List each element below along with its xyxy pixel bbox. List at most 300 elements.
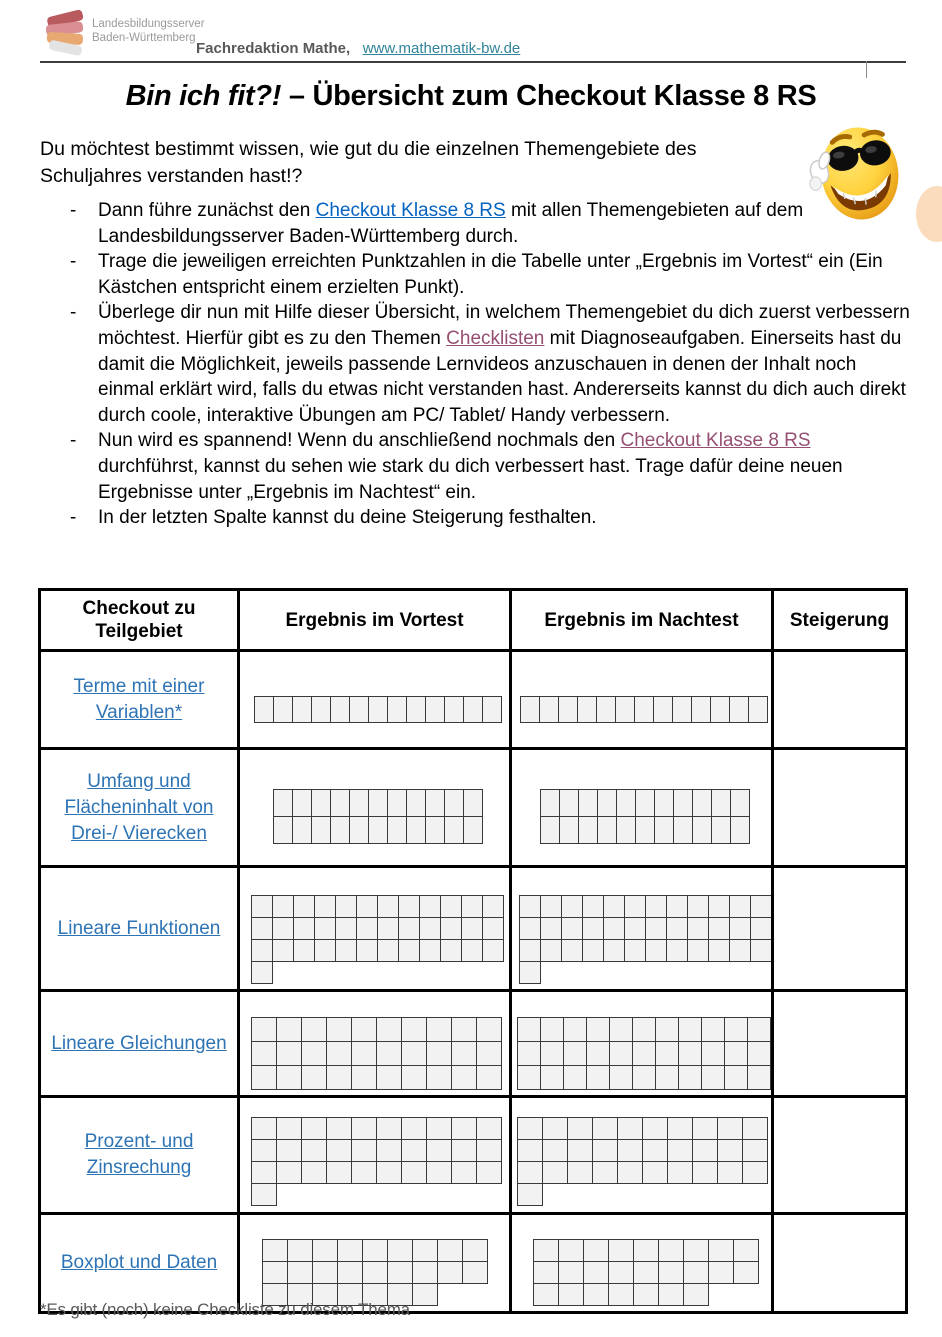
- point-box: [561, 917, 583, 940]
- point-box: [251, 1183, 277, 1206]
- point-box: [301, 1161, 327, 1184]
- header-divider-tick: [866, 61, 867, 78]
- topic-link-terme[interactable]: Terme mit einer Variablen*: [73, 675, 205, 723]
- point-box: [440, 939, 462, 962]
- point-box: [617, 1161, 643, 1184]
- point-box: [376, 1041, 402, 1066]
- department-label: Fachredaktion Mathe,: [196, 40, 351, 57]
- point-box: [406, 696, 426, 723]
- point-box: [692, 1161, 718, 1184]
- point-box: [251, 1117, 277, 1140]
- point-box: [262, 1261, 288, 1284]
- point-box: [312, 1239, 338, 1262]
- point-box: [482, 917, 504, 940]
- point-box: [673, 816, 693, 844]
- point-box: [314, 939, 336, 962]
- point-box: [293, 939, 315, 962]
- logo-text-line1: Landesbildungsserver: [92, 18, 205, 30]
- point-box: [609, 1041, 633, 1066]
- point-box: [717, 1161, 743, 1184]
- point-box: [603, 917, 625, 940]
- page-title-rest: – Übersicht zum Checkout Klasse 8 RS: [281, 80, 817, 112]
- point-box: [251, 1065, 277, 1090]
- point-box: [519, 961, 541, 984]
- point-box: [451, 1161, 477, 1184]
- footnote: *Es gibt (noch) keine Checkliste zu diesem Thema: [40, 1300, 410, 1319]
- point-box: [476, 1117, 502, 1140]
- point-box: [368, 816, 388, 844]
- point-box: [645, 895, 667, 918]
- point-box: [667, 1117, 693, 1140]
- point-box: [742, 1139, 768, 1162]
- points-grid-nachtest: [520, 696, 768, 723]
- point-box: [540, 917, 562, 940]
- point-box: [451, 1065, 477, 1090]
- point-box: [578, 816, 598, 844]
- point-box: [368, 789, 388, 817]
- point-box: [654, 816, 674, 844]
- point-box: [335, 917, 357, 940]
- table-header-row: [40, 590, 907, 651]
- point-box: [563, 1041, 587, 1066]
- steigerung-cell: [773, 1214, 907, 1313]
- point-box: [603, 939, 625, 962]
- point-box: [351, 1161, 377, 1184]
- topic-link-lineare-gleichungen[interactable]: Lineare Gleichungen: [51, 1032, 227, 1054]
- point-box: [437, 1261, 463, 1284]
- point-box: [561, 895, 583, 918]
- point-box: [729, 696, 749, 723]
- point-box: [401, 1139, 427, 1162]
- topic-link-prozent-zins[interactable]: Prozent- und Zinsrechung: [84, 1131, 194, 1178]
- logo-text: [92, 17, 205, 45]
- point-box: [311, 789, 331, 817]
- instruction-item: - In der letzten Spalte kannst du deine Steigerung festhalten.: [68, 505, 910, 531]
- point-box: [655, 1065, 679, 1090]
- point-box: [617, 1117, 643, 1140]
- point-box: [710, 696, 730, 723]
- point-box: [678, 1017, 702, 1042]
- point-box: [540, 1065, 564, 1090]
- point-box: [301, 1117, 327, 1140]
- point-box: [687, 939, 709, 962]
- point-box: [362, 1239, 388, 1262]
- point-box: [558, 1283, 584, 1306]
- text-link[interactable]: Checkout Klasse 8 RS: [315, 200, 506, 221]
- point-box: [692, 789, 712, 817]
- point-box: [451, 1117, 477, 1140]
- point-box: [254, 696, 274, 723]
- point-box: [747, 1017, 771, 1042]
- point-box: [645, 917, 667, 940]
- instruction-item: - Dann führe zunächst den Checkout Klasse 8 RS mit allen Themengebieten auf dem Landesbildungsserver Baden-Württemberg durch.: [68, 198, 910, 249]
- point-box: [398, 895, 420, 918]
- point-box: [251, 895, 273, 918]
- point-box: [451, 1017, 477, 1042]
- points-grid-vortest: [251, 895, 504, 984]
- point-box: [401, 1161, 427, 1184]
- point-box: [419, 895, 441, 918]
- point-box: [272, 917, 294, 940]
- point-box: [609, 1065, 633, 1090]
- text-link[interactable]: Checklisten: [446, 327, 545, 349]
- point-box: [558, 1239, 584, 1262]
- point-box: [708, 895, 730, 918]
- point-box: [561, 939, 583, 962]
- point-box: [462, 1261, 488, 1284]
- point-box: [692, 816, 712, 844]
- point-box: [326, 1117, 352, 1140]
- point-box: [658, 1283, 684, 1306]
- point-box: [356, 939, 378, 962]
- point-box: [642, 1139, 668, 1162]
- point-box: [748, 696, 768, 723]
- point-box: [398, 917, 420, 940]
- point-box: [461, 895, 483, 918]
- point-box: [708, 917, 730, 940]
- point-box: [482, 696, 502, 723]
- point-box: [330, 789, 350, 817]
- point-box: [672, 696, 692, 723]
- point-box: [724, 1041, 748, 1066]
- points-grid-vortest: [262, 1239, 488, 1306]
- spacer: [354, 40, 358, 57]
- point-box: [351, 1017, 377, 1042]
- point-box: [683, 1261, 709, 1284]
- point-box: [387, 696, 407, 723]
- point-box: [609, 1017, 633, 1042]
- point-box: [337, 1239, 363, 1262]
- point-box: [717, 1139, 743, 1162]
- point-box: [667, 1161, 693, 1184]
- point-box: [624, 939, 646, 962]
- point-box: [729, 917, 751, 940]
- point-box: [567, 1117, 593, 1140]
- point-box: [539, 696, 559, 723]
- point-box: [368, 696, 388, 723]
- point-box: [426, 1139, 452, 1162]
- point-box: [276, 1041, 302, 1066]
- point-box: [730, 789, 750, 817]
- point-box: [708, 1239, 734, 1262]
- point-box: [666, 917, 688, 940]
- point-box: [533, 1261, 559, 1284]
- points-grid-vortest: [273, 789, 483, 844]
- point-box: [314, 917, 336, 940]
- point-box: [655, 1017, 679, 1042]
- point-box: [733, 1239, 759, 1262]
- point-box: [463, 789, 483, 817]
- point-box: [412, 1283, 438, 1306]
- point-box: [729, 895, 751, 918]
- point-box: [666, 939, 688, 962]
- point-box: [387, 1239, 413, 1262]
- point-box: [330, 816, 350, 844]
- point-box: [406, 789, 426, 817]
- table-row: [40, 991, 907, 1097]
- point-box: [401, 1065, 427, 1090]
- point-box: [377, 895, 399, 918]
- point-box: [476, 1139, 502, 1162]
- point-box: [608, 1283, 634, 1306]
- point-box: [251, 939, 273, 962]
- point-box: [311, 816, 331, 844]
- point-box: [326, 1041, 352, 1066]
- points-grid-vortest: [251, 1117, 502, 1206]
- point-box: [437, 1239, 463, 1262]
- point-box: [276, 1017, 302, 1042]
- topic-link-lineare-funktionen[interactable]: Lineare Funktionen: [57, 917, 221, 939]
- point-box: [615, 696, 635, 723]
- point-box: [747, 1041, 771, 1066]
- point-box: [251, 1017, 277, 1042]
- point-box: [558, 696, 578, 723]
- point-box: [730, 816, 750, 844]
- point-box: [444, 696, 464, 723]
- point-box: [412, 1239, 438, 1262]
- point-box: [301, 1017, 327, 1042]
- logo-text-line2: Baden-Württemberg: [92, 32, 196, 44]
- point-box: [251, 917, 273, 940]
- point-box: [251, 1139, 277, 1162]
- point-box: [326, 1017, 352, 1042]
- point-box: [540, 1041, 564, 1066]
- point-box: [750, 895, 772, 918]
- point-box: [251, 1041, 277, 1066]
- point-box: [276, 1065, 302, 1090]
- point-box: [287, 1261, 313, 1284]
- faint-orange-shape: [916, 186, 942, 242]
- point-box: [687, 895, 709, 918]
- point-box: [401, 1041, 427, 1066]
- instruction-item: - Trage die jeweiligen erreichten Punktzahlen in die Tabelle unter „Ergebnis im Vortest“ ein (Ein Kästchen entspricht einem erzielten Punkt).: [68, 249, 910, 300]
- point-box: [729, 939, 751, 962]
- point-box: [701, 1017, 725, 1042]
- header-divider: [40, 61, 906, 63]
- header-right: [196, 40, 520, 57]
- point-box: [691, 696, 711, 723]
- point-box: [377, 917, 399, 940]
- point-box: [387, 789, 407, 817]
- point-box: [376, 1117, 402, 1140]
- point-box: [312, 1261, 338, 1284]
- point-box: [701, 1065, 725, 1090]
- point-box: [476, 1065, 502, 1090]
- point-box: [592, 1139, 618, 1162]
- point-box: [476, 1041, 502, 1066]
- point-box: [742, 1161, 768, 1184]
- point-box: [301, 1065, 327, 1090]
- point-box: [701, 1041, 725, 1066]
- point-box: [742, 1117, 768, 1140]
- point-box: [596, 696, 616, 723]
- point-box: [440, 917, 462, 940]
- point-box: [476, 1017, 502, 1042]
- instruction-item: - Überlege dir nun mit Hilfe dieser Übersicht, in welchem Themengebiet du dich zuerst verbessern möchtest. Hierfür gibt es zu den Themen Checklisten mit Diagnoseaufgaben. Einerseits hast du damit die Möglichkeit, jeweils passende Lernvideos anzuschauen in denen der Inhalt noch einmal erklärt wird, falls du etwas nicht verstanden hast. Andererseits kannst du dich auch direkt durch coole, interaktive Übungen am PC/ Tablet/ Handy verbessern.: [68, 300, 910, 428]
- point-box: [673, 789, 693, 817]
- point-box: [540, 789, 560, 817]
- point-box: [461, 917, 483, 940]
- point-box: [678, 1065, 702, 1090]
- points-grid-vortest: [254, 696, 502, 723]
- point-box: [592, 1161, 618, 1184]
- point-box: [376, 1017, 402, 1042]
- point-box: [540, 939, 562, 962]
- point-box: [708, 939, 730, 962]
- point-box: [559, 789, 579, 817]
- point-box: [653, 696, 673, 723]
- point-box: [563, 1017, 587, 1042]
- point-box: [311, 696, 331, 723]
- point-box: [517, 1183, 543, 1206]
- point-box: [666, 895, 688, 918]
- point-box: [401, 1017, 427, 1042]
- table-row: [40, 1097, 907, 1214]
- col-header-nachtest: Ergebnis im Nachtest: [511, 590, 773, 651]
- points-grid-nachtest: [517, 1117, 768, 1206]
- point-box: [533, 1239, 559, 1262]
- point-box: [362, 1261, 388, 1284]
- point-box: [603, 895, 625, 918]
- col-header-steigerung: Steigerung: [773, 590, 907, 651]
- point-box: [451, 1139, 477, 1162]
- topic-link-boxplot-daten[interactable]: Boxplot und Daten: [60, 1252, 218, 1273]
- point-box: [634, 696, 654, 723]
- point-box: [425, 696, 445, 723]
- point-box: [425, 789, 445, 817]
- points-grid-nachtest: [517, 1017, 771, 1090]
- point-box: [597, 789, 617, 817]
- point-box: [292, 816, 312, 844]
- point-box: [330, 696, 350, 723]
- page-title: [0, 80, 942, 113]
- point-box: [273, 789, 293, 817]
- point-box: [582, 939, 604, 962]
- point-box: [582, 917, 604, 940]
- point-box: [578, 789, 598, 817]
- point-box: [519, 939, 541, 962]
- point-box: [272, 939, 294, 962]
- stacked-books-logo-icon: [44, 8, 88, 63]
- point-box: [540, 895, 562, 918]
- point-box: [633, 1261, 659, 1284]
- point-box: [444, 816, 464, 844]
- point-box: [337, 1261, 363, 1284]
- point-box: [717, 1117, 743, 1140]
- point-box: [461, 939, 483, 962]
- point-box: [326, 1065, 352, 1090]
- point-box: [406, 816, 426, 844]
- point-box: [633, 1283, 659, 1306]
- point-box: [616, 789, 636, 817]
- points-grid-vortest: [251, 1017, 502, 1090]
- point-box: [583, 1283, 609, 1306]
- instruction-item: - Nun wird es spannend! Wenn du anschließend nochmals den Checkout Klasse 8 RS durchführst, kannst du sehen wie stark du dich verbessert hast. Trage dafür deine neuen Ergebnisse unter „Ergebnis im Nachtest“ ein.: [68, 428, 910, 505]
- point-box: [519, 917, 541, 940]
- point-box: [387, 1261, 413, 1284]
- point-box: [642, 1161, 668, 1184]
- point-box: [559, 816, 579, 844]
- point-box: [617, 1139, 643, 1162]
- point-box: [542, 1117, 568, 1140]
- mathematik-bw-link[interactable]: www.mathematik-bw.de: [362, 40, 521, 57]
- point-box: [251, 1161, 277, 1184]
- point-box: [608, 1261, 634, 1284]
- point-box: [276, 1161, 302, 1184]
- point-box: [401, 1117, 427, 1140]
- point-box: [519, 895, 541, 918]
- point-box: [683, 1283, 709, 1306]
- point-box: [377, 939, 399, 962]
- point-box: [567, 1161, 593, 1184]
- point-box: [658, 1261, 684, 1284]
- point-box: [351, 1065, 377, 1090]
- point-box: [597, 816, 617, 844]
- point-box: [482, 939, 504, 962]
- point-box: [567, 1139, 593, 1162]
- point-box: [586, 1065, 610, 1090]
- point-box: [624, 895, 646, 918]
- point-box: [683, 1239, 709, 1262]
- point-box: [276, 1117, 302, 1140]
- point-box: [586, 1017, 610, 1042]
- point-box: [708, 1261, 734, 1284]
- steigerung-cell: [773, 867, 907, 991]
- point-box: [635, 789, 655, 817]
- point-box: [616, 816, 636, 844]
- col-header-teilgebiet: Checkout zu Teilgebiet: [40, 590, 239, 651]
- point-box: [747, 1065, 771, 1090]
- results-table: [38, 588, 908, 1314]
- text-link[interactable]: Checkout Klasse 8 RS: [620, 430, 811, 452]
- point-box: [351, 1117, 377, 1140]
- point-box: [426, 1117, 452, 1140]
- topic-link-umfang-flaecheninhalt[interactable]: Umfang und Flächeninhalt von Drei-/ Vierecken: [64, 770, 214, 844]
- point-box: [542, 1161, 568, 1184]
- table-row: [40, 867, 907, 991]
- point-box: [335, 895, 357, 918]
- point-box: [326, 1139, 352, 1162]
- point-box: [692, 1117, 718, 1140]
- point-box: [533, 1283, 559, 1306]
- point-box: [440, 895, 462, 918]
- point-box: [577, 696, 597, 723]
- point-box: [387, 816, 407, 844]
- point-box: [563, 1065, 587, 1090]
- point-box: [733, 1261, 759, 1284]
- instructions-list: [68, 198, 910, 531]
- point-box: [292, 789, 312, 817]
- point-box: [273, 696, 293, 723]
- point-box: [692, 1139, 718, 1162]
- point-box: [582, 895, 604, 918]
- point-box: [633, 1239, 659, 1262]
- point-box: [635, 816, 655, 844]
- point-box: [335, 939, 357, 962]
- point-box: [687, 917, 709, 940]
- point-box: [276, 1139, 302, 1162]
- point-box: [376, 1139, 402, 1162]
- point-box: [351, 1041, 377, 1066]
- point-box: [724, 1065, 748, 1090]
- point-box: [426, 1017, 452, 1042]
- point-box: [419, 917, 441, 940]
- point-box: [517, 1117, 543, 1140]
- points-grid-nachtest: [540, 789, 750, 844]
- col-header-vortest: Ergebnis im Vortest: [239, 590, 511, 651]
- point-box: [412, 1261, 438, 1284]
- point-box: [292, 696, 312, 723]
